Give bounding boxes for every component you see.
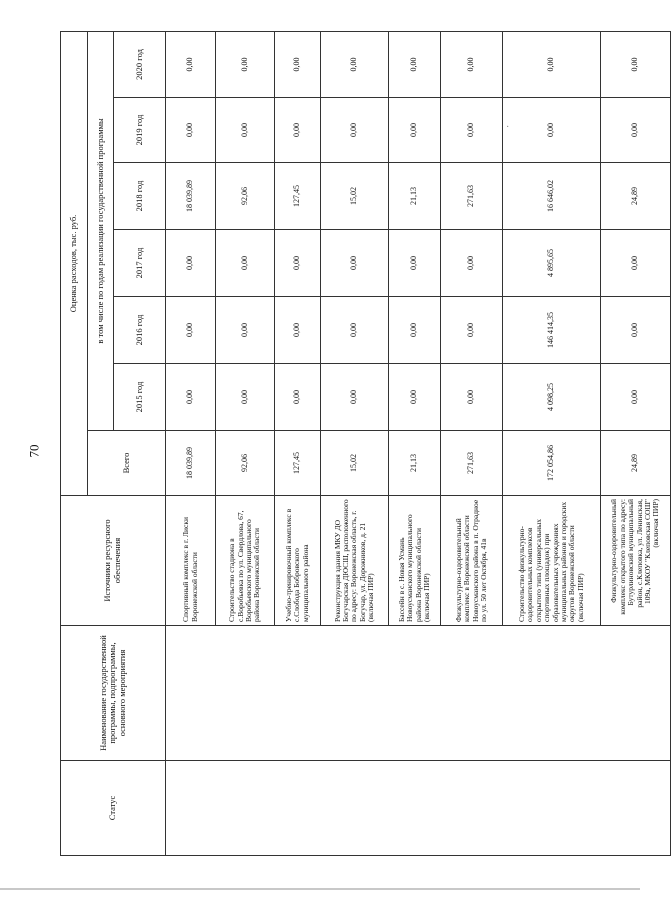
rotated-table-container	[60, 32, 661, 856]
header-year: 2015 год	[114, 364, 166, 431]
value-cell: 127,45	[275, 163, 321, 230]
source-cell: Строительство стадиона в с.Воробьевка по ул. Свердлова, 67, Воробьевского муниципального района Воронежской области	[216, 496, 275, 626]
value-cell: 0,00	[441, 230, 503, 297]
header-estimate: Оценка расходов, тыс. руб.	[61, 31, 88, 495]
source-cell: Физкультурно-оздоровительный комплекс открытого типа по адресу: Бутурлиновский муниципальный район, с.Клеповка, ул. Ленинская, 109а, МКОУ "Клеповская СОШ" (включая ПИР)	[601, 496, 671, 626]
header-year: 2018 год	[114, 163, 166, 230]
expenses-table-wrapper	[60, 32, 661, 856]
value-cell: 0,00	[216, 364, 275, 431]
value-cell: 0,00	[441, 297, 503, 364]
value-cell: 21,13	[389, 163, 441, 230]
value-cell: 0,00	[216, 297, 275, 364]
total-cell: 92,06	[216, 431, 275, 496]
value-cell: 0,00	[321, 31, 389, 97]
value-cell: 0,00	[216, 98, 275, 163]
value-cell: 0,00	[216, 230, 275, 297]
value-cell: 0,00	[275, 31, 321, 97]
page-number: 70	[26, 444, 42, 458]
expenses-table	[60, 31, 671, 856]
total-cell: 15,02	[321, 431, 389, 496]
source-cell: Реконструкция здания МКУ ДО Богучарская ДЮСШ, расположенного по адресу: Воронежская область, г. Богучар, ул. Дорожников, д. 21 (включая ПИР)	[321, 496, 389, 626]
header-by-years: в том числе по годам реализации государственной программы	[88, 31, 114, 430]
status-cell	[166, 761, 671, 856]
value-cell: 4 895,65	[503, 230, 601, 297]
value-cell: 0,00	[321, 230, 389, 297]
value-cell: 0,00	[503, 98, 601, 163]
source-cell: Учебно-тренировочный комплекс в с.Слобода Бобровского муниципального района	[275, 496, 321, 626]
value-cell: 16 646,02	[503, 163, 601, 230]
value-cell: 0,00	[275, 230, 321, 297]
header-year: 2016 год	[114, 297, 166, 364]
value-cell: 271,63	[441, 163, 503, 230]
value-cell: 0,00	[389, 230, 441, 297]
source-cell: Физкультурно-оздоровительный комплекс в Воронежской области Новоусманского района в п. Отрадное по ул. 50 лет Октября, 41в	[441, 496, 503, 626]
total-cell: 21,13	[389, 431, 441, 496]
header-year: 2019 год	[114, 98, 166, 163]
value-cell: 0,00	[601, 230, 671, 297]
value-cell: 0,00	[441, 98, 503, 163]
value-cell: 0,00	[166, 98, 216, 163]
value-cell: 0,00	[389, 98, 441, 163]
total-cell: 24,89	[601, 431, 671, 496]
source-cell: Спортивный комплекс в г. Лиски Воронежской области	[166, 496, 216, 626]
header-status: Статус	[61, 761, 166, 856]
value-cell: 0,00	[601, 98, 671, 163]
program-name-cell	[166, 626, 671, 761]
header-total: Всего	[88, 431, 166, 496]
scan-edge-line	[0, 888, 640, 890]
value-cell: 15,02	[321, 163, 389, 230]
value-cell: 0,00	[166, 31, 216, 97]
value-cell: 0,00	[321, 364, 389, 431]
value-cell: 18 039,89	[166, 163, 216, 230]
total-cell: 172 054,86	[503, 431, 601, 496]
header-year: 2017 год	[114, 230, 166, 297]
value-cell: 0,00	[166, 230, 216, 297]
value-cell: 0,00	[389, 31, 441, 97]
total-cell: 271,63	[441, 431, 503, 496]
value-cell: 0,00	[321, 98, 389, 163]
value-cell: 0,00	[601, 31, 671, 97]
value-cell: 0,00	[275, 98, 321, 163]
value-cell: 0,00	[601, 297, 671, 364]
value-cell: 0,00	[441, 31, 503, 97]
value-cell: 0,00	[321, 297, 389, 364]
header-source: Источники ресурсного обеспечения	[61, 496, 166, 626]
value-cell: 4 098,25	[503, 364, 601, 431]
value-cell: 0,00	[275, 364, 321, 431]
value-cell: 0,00	[601, 364, 671, 431]
header-year: 2020 год	[114, 31, 166, 97]
value-cell: 0,00	[389, 364, 441, 431]
header-program-name: Наименование государственной программы, подпрограммы, основного мероприятия	[61, 626, 166, 761]
value-cell: 0,00	[166, 297, 216, 364]
value-cell: 0,00	[275, 297, 321, 364]
source-cell: Бассейн в с. Новая Усмань Новоусманского муниципального района Воронежской области (включая ПИР)	[389, 496, 441, 626]
value-cell: 92,06	[216, 163, 275, 230]
value-cell: 0,00	[389, 297, 441, 364]
total-cell: 127,45	[275, 431, 321, 496]
value-cell: 0,00	[166, 364, 216, 431]
source-cell: Строительство физкультурно-оздоровительных комплексов открытого типа (универсальных спортивных площадок) при образовательных учреждениях муниципальных районов и городских округов Воронежской области (включая ПИР)	[503, 496, 601, 626]
value-cell: 0,00	[441, 364, 503, 431]
scan-speck: ·	[506, 122, 510, 133]
value-cell: 0,00	[216, 31, 275, 97]
table-row	[166, 31, 216, 855]
header-row-1	[61, 31, 88, 855]
value-cell: 24,89	[601, 163, 671, 230]
value-cell: 146 414,35	[503, 297, 601, 364]
value-cell: 0,00	[503, 31, 601, 97]
total-cell: 18 039,89	[166, 431, 216, 496]
